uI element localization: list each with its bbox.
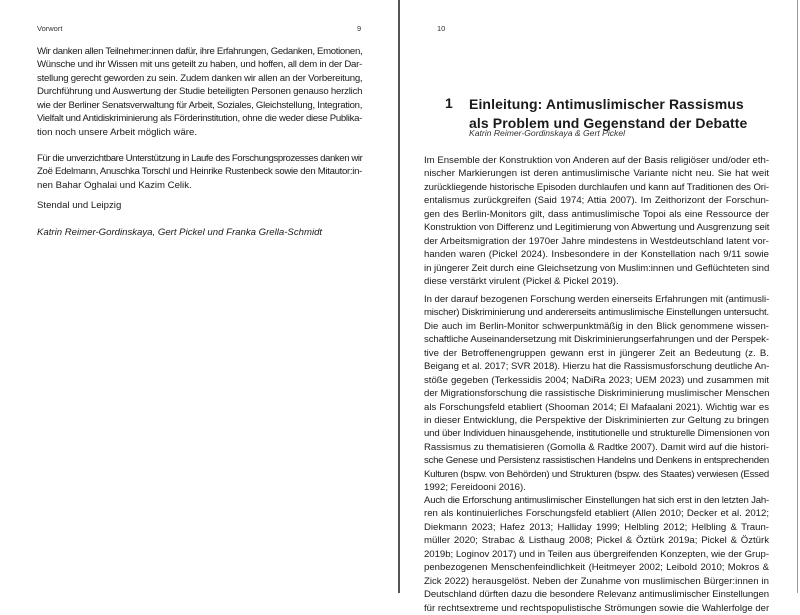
paragraph	[424, 154, 769, 288]
text-line: zurückliegende historische Episoden durchlaufen und kann auf Traditionen des Ori-	[424, 181, 769, 193]
text-line: Deutschland dürften dazu die besondere Relevanz antimuslimischer Einstellungen	[424, 589, 769, 601]
text-line: Wünsche und ihr Wissen mit uns geteilt zu haben, und hoffen, all dem in der Dar-	[37, 59, 362, 71]
text-line: Vielfalt und Antidiskriminierung als Förderinstitution, ohne die weder diese Publika-	[37, 113, 362, 125]
page-divider	[398, 0, 400, 593]
chapter-number: 1	[445, 95, 453, 111]
text-line: diese verstärkt virulent (Pickel & Pickel 2019).	[424, 275, 619, 287]
text-line: stellung gerecht geworden zu sein. Zudem danken wir allen an der Vorbereitung,	[37, 72, 363, 84]
text-line: gen des Berlin-Monitors gilt, dass antimuslimische Topoi als eine Ressource der	[424, 208, 769, 220]
text-line: penbezogenen Menschenfeindlichkeit (Heitmeyer 2002; Leibold 2010; Mokros &	[424, 562, 769, 574]
text-line: nen Bahar Oghalai und Kazim Celik.	[37, 179, 192, 191]
text-line: handen waren (Pickel 2024). Insbesondere in der Konstellation nach 9/11 sowie	[424, 249, 769, 261]
paragraph	[37, 152, 362, 192]
left-page	[0, 0, 398, 593]
text-line: 2019b; Loginov 2017) und in Teilen aus übergreifenden Konzepten, wie der Grup-	[424, 548, 769, 560]
text-line: für rechtsextreme und rechtspopulistische Strömungen sowie die Wahlerfolge der	[424, 602, 770, 614]
text-line: Katrin Reimer-Gordinskaya, Gert Pickel und Franka Grella-Schmidt	[37, 227, 323, 238]
text-line: sche Genese und Persistenz rassistischen Handelns und Denkens in entsprechenden	[424, 455, 769, 467]
paragraph	[37, 226, 362, 239]
text-line: der Arbeitsmigration der 1970er Jahre mindestens in Westdeutschland latent vor-	[424, 235, 769, 247]
text-line: tion noch unsere Arbeit möglich wäre.	[37, 126, 197, 138]
text-line: Beigang et al. 2017; SVR 2018). Hierzu hat die Rassismusforschung deutliche An-	[424, 361, 770, 373]
text-line: mischer) Diskriminierung und andererseits antimuslimische Einstellungen untersucht.	[424, 307, 769, 319]
text-line: der Migrationsforschung die rassistische Diskriminierung muslimischer Menschen	[424, 388, 770, 400]
text-line: Wir danken allen Teilnehmer:innen dafür, ihre Erfahrungen, Gedanken, Emotionen,	[37, 46, 363, 57]
chapter-title-line: Einleitung: Antimuslimischer Rassismus	[469, 96, 744, 112]
paragraph	[37, 199, 362, 212]
text-line: müller 2020; Strabac & Listhaug 2008; Pickel & Öztürk 2019a; Pickel & Öztürk	[424, 535, 769, 547]
text-line: Auch die Erforschung antimuslimischer Einstellungen hat sich erst in den letzten Jah-	[424, 495, 769, 506]
text-line: 1992; Fereidooni 2016).	[424, 482, 526, 494]
text-line: entalismus zurückgreifen (Said 1974; Attia 2007). Im Zeithorizont der Forschun-	[424, 195, 769, 207]
running-head: Vorwort	[37, 24, 63, 33]
text-line: Rassismus zu thematisieren (Gomolla & Radtke 2007). Damit wird auf die histori-	[424, 441, 769, 453]
text-line: Für die unverzichtbare Unterstützung in Laufe des Forschungsprozesses danken wir	[37, 153, 363, 164]
text-line: Kulturen (bspw. von Behörden) und Strukturen (bspw. des Staates) verwiesen (Essed	[424, 468, 769, 480]
text-line: Konstruktion von Differenz und Legitimierung von Abwertung und Ausgrenzung seit	[424, 222, 770, 234]
text-line: wie der Berliner Senatsverwaltung für Arbeit, Soziales, Gleichstellung, Integration,	[37, 99, 363, 111]
text-line: stöße gegeben (Terkessidis 2004; NaDiRa 2023; UEM 2023) und zusammen mit	[424, 374, 769, 386]
page-number: 10	[437, 24, 446, 33]
text-line: ren als kontinuierliches Forschungsfeld etabliert (Allen 2010; Decker et al. 2012;	[424, 508, 769, 520]
paragraph	[37, 45, 362, 139]
chapter-authors: Katrin Reimer-Gordinskaya & Gert Pickel	[469, 128, 626, 138]
text-line: Diekmann 2023; Hafez 2013; Halliday 1999; Helbling 2012; Helbling & Traun-	[424, 521, 769, 533]
text-line: in jüngerer Zeit durch eine Gleichsetzung von Muslim:innen und Geflüchteten sind	[424, 262, 770, 274]
chapter-title-line: als Problem und Gegenstand der Debatte	[469, 114, 748, 131]
text-line: schaftliche Auseinandersetzung mit Diskriminierungserfahrungen und der Perspek-	[424, 334, 769, 346]
text-line: tive der Betroffenengruppen gewann erst in jüngerer Zeit an Bedeutung (z. B.	[424, 347, 769, 359]
text-line: als Forschungsfeld etabliert (Shooman 2014; El Mafaalani 2021). Wichtig war es	[424, 401, 769, 413]
paragraph	[424, 293, 769, 495]
chapter-title	[469, 95, 747, 132]
text-line: und über Individuen hinausgehende, institutionelle und strukturelle Dimensionen von	[424, 428, 770, 440]
text-line: Zick 2022) herausgelöst. Neben der Zunahme von muslimischen Bürger:innen in	[424, 575, 769, 587]
text-line: Stendal und Leipzig	[37, 200, 122, 211]
paragraph	[424, 494, 769, 615]
text-line: Im Ensemble der Konstruktion von Anderen auf der Basis religiöser und/oder eth-	[424, 155, 770, 166]
text-line: nischer Markierungen ist deren antimuslimische Variante nicht neu. Sie hat weit	[424, 168, 769, 180]
right-page	[401, 0, 797, 614]
text-line: In der darauf bezogenen Forschung werden einerseits Erfahrungen mit (antimusli-	[424, 294, 770, 305]
text-line: in dieser Entwicklung, die Perspektive der Diskriminierten zur Geltung zu bringen	[424, 414, 769, 426]
page-edge	[797, 0, 798, 593]
text-line: Die auch im Berlin-Monitor schwerpunktmäßig in den Blick genommene wissen-	[424, 320, 769, 332]
text-line: Durchführung und Auswertung der Studie beteiligten Personen genauso herzlich	[37, 86, 363, 98]
page-number: 9	[357, 24, 362, 33]
text-line: Zoë Edelmann, Anuschka Torschl und Heinrike Rustenbeck sowie den Mitautor:in-	[37, 166, 362, 178]
